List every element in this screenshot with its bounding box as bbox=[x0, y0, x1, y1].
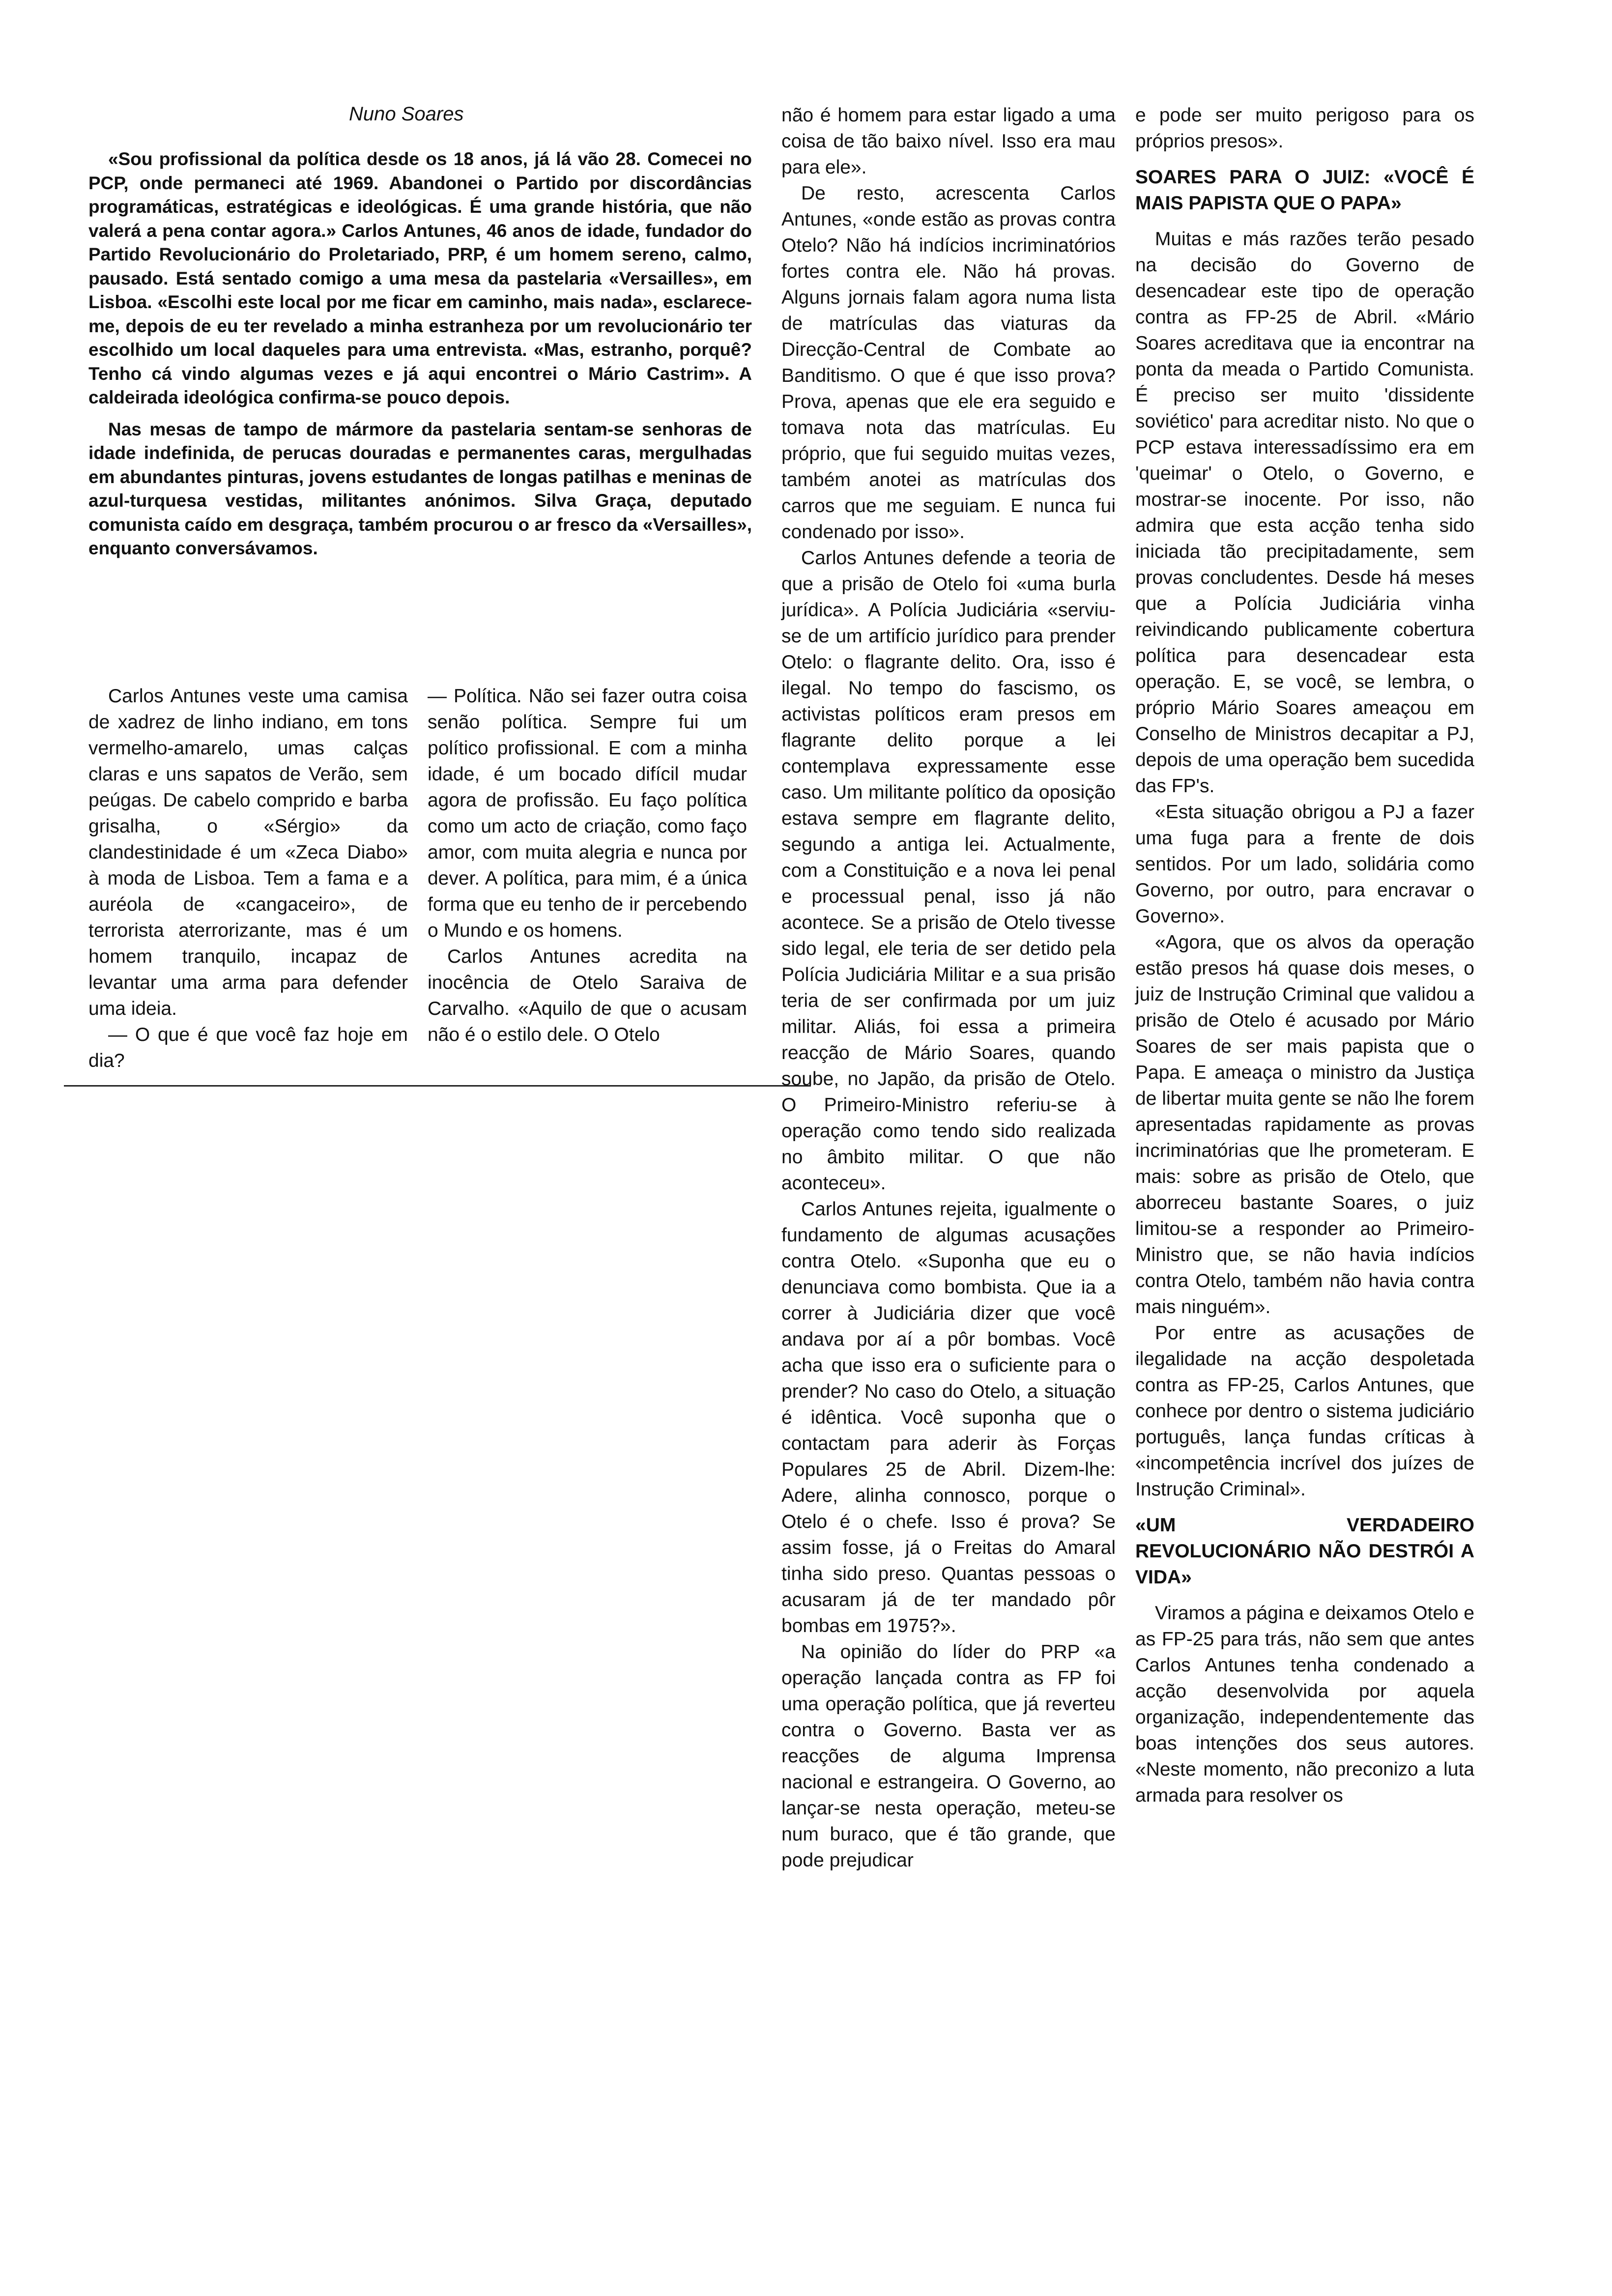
section-heading-2: «UM VERDADEIRO REVOLUCIONÁRIO NÃO DESTRÓI A VIDA» bbox=[1135, 1515, 1474, 1588]
body-paragraph: não é homem para estar ligado a uma coisa de tão baixo nível. Isso era mau para ele». bbox=[781, 105, 1116, 178]
lead-paragraph-1: «Sou profissional da política desde os 18 anos, já lá vão 28. Comecei no PCP, onde permaneci até 1969. Abandonei o Partido por discordâncias programáticas, estratégicas e ideológicas. É uma grande história, que não valerá a pena contar agora.» Carlos Antunes, 46 anos de idade, fundador do Partido Revolucionário do Proletariado, PRP, é um homem sereno, calmo, pausado. Está sentado comigo a uma mesa da pastelaria «Versailles», em Lisboa. «Escolhi este local por me ficar em caminho, mais nada», esclarece-me, depois de eu ter revelado a minha estranheza por um revolucionário ter escolhido um local daqueles para uma entrevista. «Mas, estranho, porquê? Tenho cá vindo algumas vezes e já aqui encontrei o Mário Castrim». A caldeirada ideológica confirma-se pouco depois. bbox=[88, 149, 752, 407]
body-paragraph: — Política. Não sei fazer outra coisa senão política. Sempre fui um político profissional. E com a minha idade, é um bocado difícil mudar agora de profissão. Eu faço política como um acto de criação, como faço amor, com muita alegria e nunca por dever. A política, para mim, é a única forma que eu tenho de ir percebendo o Mundo e os homens. bbox=[428, 686, 747, 941]
column-1 bbox=[88, 683, 408, 1074]
body-paragraph: e pode ser muito perigoso para os próprios presos». bbox=[1135, 105, 1474, 152]
body-paragraph: Carlos Antunes acredita na inocência de Otelo Saraiva de Carvalho. «Aquilo de que o acusam não é o estilo dele. O Otelo bbox=[428, 946, 747, 1045]
section-heading-1: SOARES PARA O JUIZ: «VOCÊ É MAIS PAPISTA QUE O PAPA» bbox=[1135, 167, 1474, 214]
horizontal-rule bbox=[64, 1085, 811, 1087]
byline: Nuno Soares bbox=[349, 103, 464, 125]
body-paragraph: Na opinião do líder do PRP «a operação lançada contra as FP foi uma operação política, que já reverteu contra o Governo. Basta ver as reacções de alguma Imprensa nacional e estrangeira. O Governo, ao lançar-se nesta operação, meteu-se num buraco, que é tão grande, que pode prejudicar bbox=[781, 1641, 1116, 1871]
body-paragraph: Carlos Antunes rejeita, igualmente o fundamento de algumas acusações contra Otelo. «Suponha que eu o denunciava como bombista. Que ia a correr à Judiciária dizer que você andava por aí a pôr bombas. Você acha que isso era o suficiente para o prender? No caso do Otelo, a situação é idêntica. Você suponha que o contactam para aderir às Forças Populares 25 de Abril. Dizem-lhe: Adere, alinha connosco, porque o Otelo é o chefe. Isso é prova? Se assim fosse, já o Freitas do Amaral tinha sido preso. Quantas pessoas o acusaram já de ter mandado pôr bombas em 1975?». bbox=[781, 1199, 1116, 1636]
column-4 bbox=[1135, 102, 1474, 1808]
body-paragraph: — O que é que você faz hoje em dia? bbox=[88, 1024, 408, 1071]
body-paragraph: Viramos a página e deixamos Otelo e as FP-25 para trás, não sem que antes Carlos Antunes tenha condenado a acção desenvolvida por aquela organização, independentemente das boas intenções dos seus autores. «Neste momento, não preconizo a luta armada para resolver os bbox=[1135, 1603, 1474, 1806]
column-2 bbox=[428, 683, 747, 1048]
body-paragraph: Por entre as acusações de ilegalidade na acção despoletada contra as FP-25, Carlos Antunes, que conhece por dentro o sistema judiciário português, lança fundas críticas à «incompetência incrível dos juízes de Instrução Criminal». bbox=[1135, 1322, 1474, 1500]
body-paragraph: «Esta situação obrigou a PJ a fazer uma fuga para a frente de dois sentidos. Por um lado, solidária como Governo, por outro, para encravar o Governo». bbox=[1135, 802, 1474, 927]
body-paragraph: De resto, acrescenta Carlos Antunes, «onde estão as provas contra Otelo? Não há indícios incriminatórios fortes contra ele. Não há provas. Alguns jornais falam agora numa lista de matrículas das viaturas da Direcção-Central de Combate ao Banditismo. O que é que isso prova? Prova, apenas que ele era seguido e tomava nota das matrículas. Eu próprio, que fui seguido muitas vezes, também anotei as matrículas dos carros que me seguiam. E nunca fui condenado por isso». bbox=[781, 183, 1116, 543]
body-paragraph: Carlos Antunes defende a teoria de que a prisão de Otelo foi «uma burla jurídica». A Polícia Judiciária «serviu-se de um artifício jurídico para prender Otelo: o flagrante delito. Ora, isso é ilegal. No tempo do fascismo, os activistas políticos eram presos em flagrante delito porque a lei contemplava expressamente esse caso. Um militante político da oposição estava sempre em flagrante delito, segundo a antiga lei. Actualmente, com a Constituição e a nova lei penal e processual penal, isso já não acontece. Se a prisão de Otelo tivesse sido legal, ele teria de ser detido pela Polícia Judiciária Militar e a sua prisão teria de ser confirmada por um juiz militar. Aliás, foi essa a primeira reacção de Mário Soares, quando soube, no Japão, da prisão de Otelo. O Primeiro-Ministro referiu-se à operação como tendo sido realizada no âmbito militar. O que não aconteceu». bbox=[781, 547, 1116, 1194]
body-paragraph: «Agora, que os alvos da operação estão presos há quase dois meses, o juiz de Instrução Criminal que validou a prisão de Otelo é acusado por Mário Soares de ser mais papista que o Papa. E ameaça o ministro da Justiça de libertar muita gente se não lhe forem apresentadas rapidamente as provas incriminatórias que lhe prometeram. E mais: sobre as prisão de Otelo, que aborreceu bastante Soares, o juiz limitou-se a responder ao Primeiro-Ministro que, se não havia indícios contra Otelo, também não havia contra mais ninguém». bbox=[1135, 932, 1474, 1318]
column-3 bbox=[781, 102, 1116, 1873]
body-paragraph: Muitas e más razões terão pesado na decisão do Governo de desencadear este tipo de operação contra as FP-25 de Abril. «Mário Soares acreditava que ia encontrar na ponta da meada o Partido Comunista. É preciso ser muito 'dissidente soviético' para acreditar nisto. No que o PCP estava interessadíssimo era em 'queimar' o Otelo, o Governo, e mostrar-se inocente. Por isso, não admira que esta acção tenha sido iniciada tão precipitadamente, sem provas concludentes. Desde há meses que a Polícia Judiciária vinha reivindicando publicamente cobertura política para desencadear esta operação. E, se você, se lembra, o próprio Mário Soares ameaçou em Conselho de Ministros decapitar a PJ, depois de uma operação bem sucedida das FP's. bbox=[1135, 229, 1474, 797]
lead-paragraph-2: Nas mesas de tampo de mármore da pastelaria sentam-se senhoras de idade indefinida, de perucas douradas e permanentes caras, mergulhadas em abundantes pinturas, jovens estudantes de longas patilhas e meninas de azul-turquesa vestidas, militantes anónimos. Silva Graça, deputado comunista caído em desgraça, também procurou o ar fresco da «Versailles», enquanto conversávamos. bbox=[88, 419, 752, 558]
lead-paragraphs bbox=[88, 147, 752, 569]
body-paragraph: Carlos Antunes veste uma camisa de xadrez de linho indiano, em tons vermelho-amarelo, umas calças claras e uns sapatos de Verão, sem peúgas. De cabelo comprido e barba grisalha, o «Sérgio» da clandestinidade é um «Zeca Diabo» à moda de Lisboa. Tem a fama e a auréola de «cangaceiro», de terrorista aterrorizante, mas é um homem tranquilo, incapaz de levantar uma arma para defender uma ideia. bbox=[88, 686, 408, 1019]
